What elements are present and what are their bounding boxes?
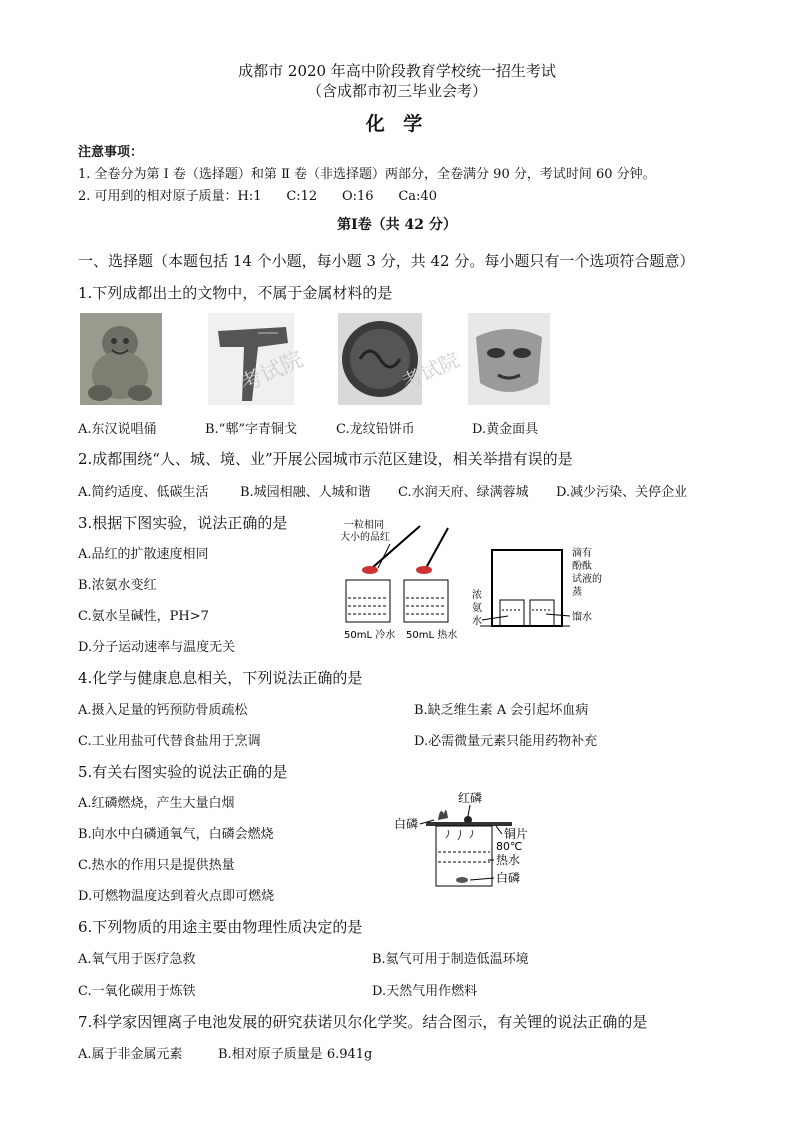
watermark-1: 考试院	[236, 347, 308, 398]
exam-subtitle: （含成都市初三毕业会考）	[306, 82, 487, 100]
q7-option-a: A.属于非金属元素	[78, 1047, 183, 1062]
q3-option-c: C.氨水呈碱性，PH>7	[78, 609, 209, 624]
q5-option-b: B.向水中白磷通氧气，白磷会燃烧	[78, 827, 274, 842]
q1-option-c: C.龙纹铅饼币	[336, 422, 415, 437]
question-4-stem: 4.化学与健康息息相关，下列说法正确的是	[78, 669, 363, 687]
fig3-cold-label: 50mL 冷水	[344, 630, 396, 641]
notes-heading: 注意事项：	[78, 145, 144, 160]
fig5-steam	[446, 830, 473, 840]
fig3-beaker-hot	[404, 580, 448, 622]
exam-title: 成都市 2020 年高中阶段教育学校统一招生考试	[238, 62, 556, 80]
fig3-left-1: 浓	[472, 590, 482, 601]
q6-option-c: C.一氧化碳用于炼铁	[78, 984, 196, 999]
q2-option-a: A.简约适度、低碳生活	[78, 485, 209, 500]
fig3-dye-2	[416, 566, 432, 574]
q1-option-b: B.“郫”字青铜戈	[205, 422, 297, 437]
fig5-copper	[426, 822, 512, 826]
fig3-spoon-2	[426, 528, 448, 568]
fig5-white-p-top-label: 白磷	[394, 817, 419, 831]
fig5-red-p-label: 红磷	[458, 791, 483, 805]
fig5-beaker	[436, 826, 492, 886]
diffusion-diagram	[330, 518, 610, 644]
q1-option-a: A.东汉说唱俑	[78, 422, 157, 437]
q3-option-d: D.分子运动速率与温度无关	[78, 640, 236, 655]
part1-title: 第Ⅰ卷（共 42 分）	[337, 217, 457, 233]
q6-option-a: A.氧气用于医疗急救	[78, 952, 196, 967]
q4-option-b: B.缺乏维生素 A 会引起坏血病	[414, 703, 589, 718]
combustion-diagram	[392, 790, 542, 890]
notes-item-2: 2. 可用到的相对原子质量：H:1 C:12 O:16 Ca:40	[78, 189, 437, 204]
fig3-pointer	[378, 544, 390, 568]
q4-option-a: A.摄入足量的钙预防骨质疏松	[78, 703, 248, 718]
fig3-hot-label: 50mL 热水	[406, 630, 458, 641]
fig3-right-5: 馏水	[572, 612, 592, 623]
q3-option-b: B.浓氨水变红	[78, 578, 157, 593]
fig3-right-1: 滴有	[572, 548, 592, 559]
fig3-beaker-cold	[346, 580, 390, 622]
fig5-water-label: 热水	[496, 853, 521, 867]
fig3-right-4: 蒸	[572, 587, 582, 598]
question-1-stem: 1.下列成都出土的文物中，不属于金属材料的是	[78, 284, 393, 302]
notes-item-1: 1. 全卷分为第 Ⅰ 卷（选择题）和第 Ⅱ 卷（非选择题）两部分，全卷满分 90 分，考试时间 60 分钟。	[78, 167, 656, 182]
fig3-dye-1	[362, 566, 378, 574]
q4-option-d: D.必需微量元素只能用药物补充	[414, 734, 598, 749]
q7-option-b: B.相对原子质量是 6.941g	[218, 1047, 373, 1062]
q5-option-c: C.热水的作用只是提供热量	[78, 858, 235, 873]
q2-option-c: C.水润天府、绿满蓉城	[398, 485, 529, 500]
fig3-right-3: 试液的	[572, 574, 602, 585]
watermark-2: 考试院	[398, 347, 463, 395]
q2-option-d: D.减少污染、关停企业	[556, 485, 688, 500]
fig3-beaker-ammonia	[500, 600, 524, 626]
fig5-flame	[438, 810, 448, 820]
fig3-left-3: 水	[472, 616, 482, 627]
q3-option-a: A.品红的扩散速度相同	[78, 547, 209, 562]
question-3-stem: 3.根据下图实验，说法正确的是	[78, 514, 288, 532]
fig3-beaker-phenol	[530, 600, 554, 626]
q2-option-b: B.城园相融、人城和谐	[240, 485, 371, 500]
q5-option-a: A.红磷燃烧，产生大量白烟	[78, 796, 235, 811]
fig5-white-p-water	[456, 877, 468, 883]
question-7-stem: 7.科学家因锂离子电池发展的研究获诺贝尔化学奖。结合图示，有关锂的说法正确的是	[78, 1013, 648, 1031]
subject-title: 化 学	[365, 113, 429, 135]
section-heading: 一、选择题（本题包括 14 个小题，每小题 3 分，共 42 分。每小题只有一个选项符合题意）	[78, 252, 695, 270]
fig3-left-2: 氨	[472, 603, 482, 614]
question-2-stem: 2.成都围绕“人、城、境、业”开展公园城市示范区建设，相关举措有误的是	[78, 450, 573, 468]
figurine-image	[80, 313, 162, 405]
q4-option-c: C.工业用盐可代替食盐用于烹调	[78, 734, 261, 749]
fig5-copper-label: 铜片	[504, 827, 529, 841]
fig3-right-2: 酚酞	[572, 561, 592, 572]
q1-option-d: D.黄金面具	[472, 422, 539, 437]
q6-option-b: B.氦气可用于制造低温环境	[372, 952, 529, 967]
question-5-stem: 5.有关右图实验的说法正确的是	[78, 763, 288, 781]
q6-option-d: D.天然气用作燃料	[372, 984, 478, 999]
gold-mask-image	[468, 313, 550, 405]
fig5-white-p-bottom-label: 白磷	[496, 871, 521, 885]
fig3-label-top1: 一粒相同	[344, 520, 384, 531]
q5-option-d: D.可燃物温度达到着火点即可燃烧	[78, 889, 275, 904]
fig3-label-top2: 大小的品红	[340, 532, 390, 543]
fig5-temp-label: 80℃	[496, 840, 523, 853]
question-6-stem: 6.下列物质的用途主要由物理性质决定的是	[78, 918, 363, 936]
